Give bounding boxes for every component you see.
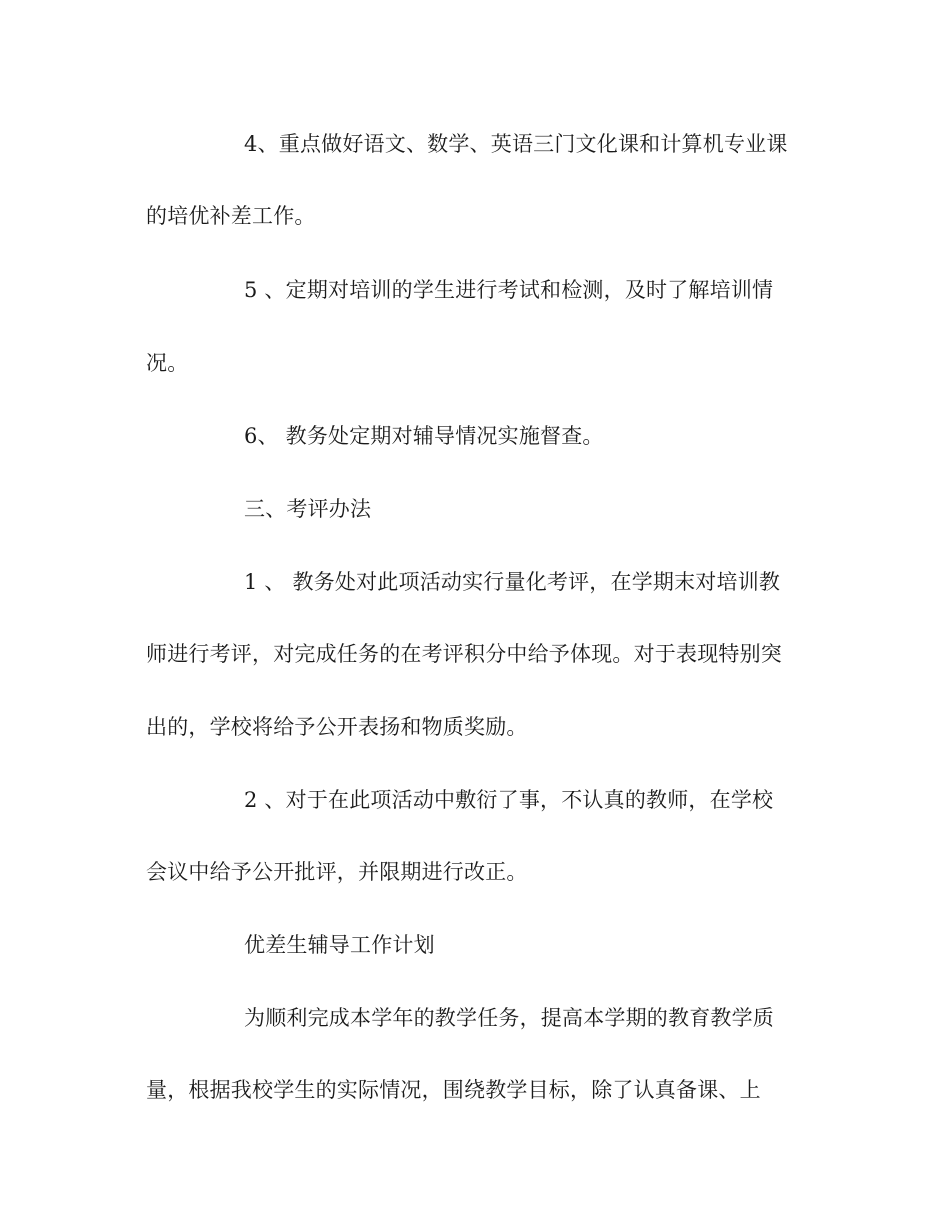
paragraph-line: 量，根据我校学生的实际情况，围绕教学目标，除了认真备课、上	[146, 1078, 761, 1102]
paragraph-line: 的培优补差工作。	[146, 204, 316, 228]
paragraph-line: 出的，学校将给予公开表扬和物质奖励。	[146, 715, 528, 739]
paragraph-line: 2 、对于在此项活动中敷衍了事，不认真的教师，在学校	[244, 788, 774, 812]
paragraph-line: 会议中给予公开批评，并限期进行改正。	[146, 860, 528, 884]
paragraph-line: 况。	[146, 351, 189, 375]
paragraph-line: 6、 教务处定期对辅导情况实施督查。	[244, 424, 604, 448]
paragraph-line: 师进行考评，对完成任务的在考评积分中给予体现。对于表现特别突	[146, 642, 782, 666]
document-title: 优差生辅导工作计划	[244, 933, 435, 957]
paragraph-line: 4、重点做好语文、数学、英语三门文化课和计算机专业课	[244, 132, 788, 156]
paragraph-line: 1 、 教务处对此项活动实行量化考评，在学期末对培训教	[244, 570, 781, 594]
paragraph-line: 为顺利完成本学年的教学任务，提高本学期的教育教学质	[244, 1006, 774, 1030]
section-heading: 三、考评办法	[244, 497, 372, 521]
paragraph-line: 5 、定期对培训的学生进行考试和检测，及时了解培训情	[244, 278, 774, 302]
